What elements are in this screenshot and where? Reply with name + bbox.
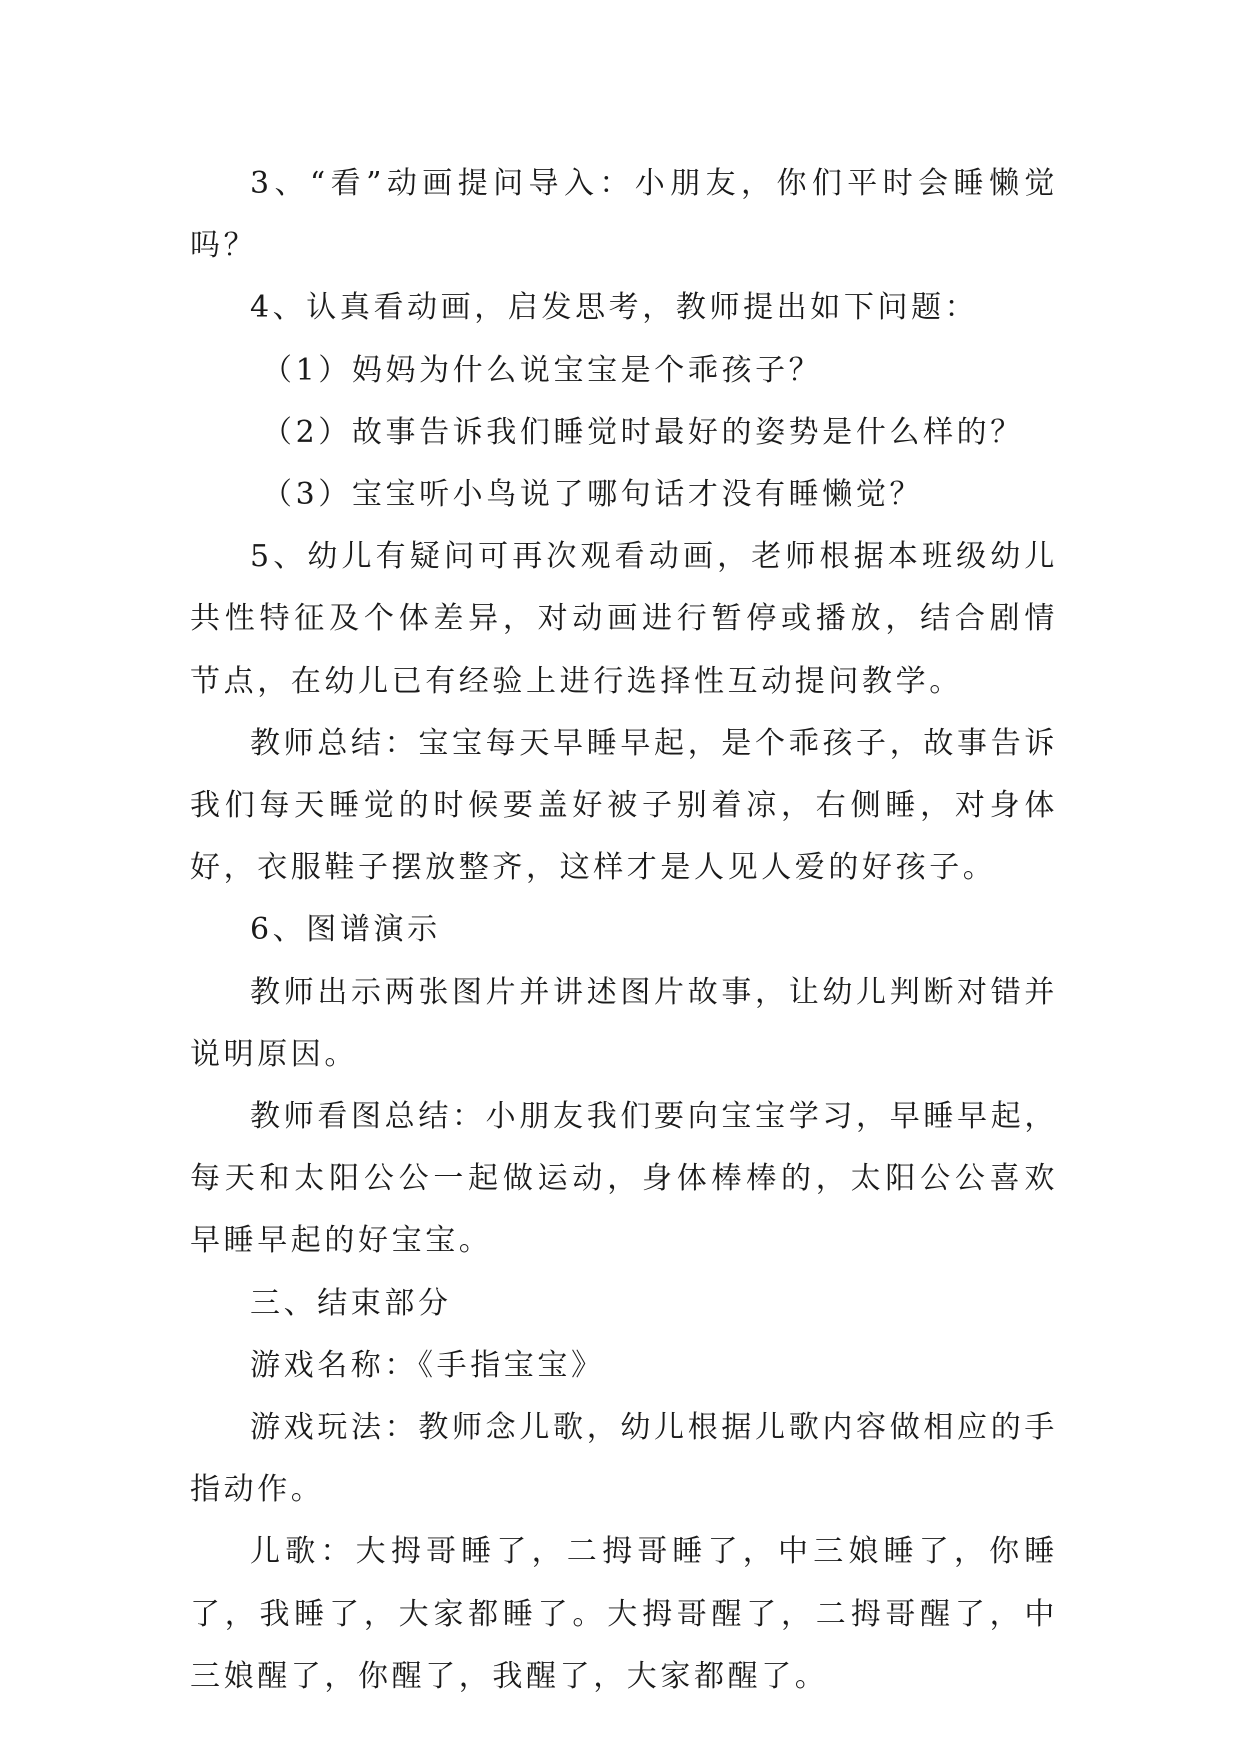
paragraph-step-3: 3、“看”动画提问导入：小朋友，你们平时会睡懒觉吗？ bbox=[190, 166, 1058, 264]
paragraph-step-5: 5、幼儿有疑问可再次观看动画，老师根据本班级幼儿共性特征及个体差异，对动画进行暂停或播放，结合剧情节点，在幼儿已有经验上进行选择性互动提问教学。 bbox=[190, 539, 1058, 699]
paragraph-step-6: 6、图谱演示 bbox=[250, 912, 441, 948]
paragraph-game-rules: 游戏玩法：教师念儿歌，幼儿根据儿歌内容做相应的手指动作。 bbox=[190, 1410, 1058, 1508]
question-1: （1）妈妈为什么说宝宝是个乖孩子？ bbox=[262, 352, 823, 388]
paragraph-step-4: 4、认真看动画，启发思考，教师提出如下问题： bbox=[250, 290, 979, 326]
paragraph-teacher-summary: 教师总结：宝宝每天早睡早起，是个乖孩子，故事告诉我们每天睡觉的时候要盖好被子别着凉，右侧睡，对身体好，衣服鞋子摆放整齐，这样才是人见人爱的好孩子。 bbox=[190, 725, 1058, 886]
section-heading-ending: 三、结束部分 bbox=[250, 1285, 452, 1321]
paragraph-nursery-rhyme: 儿歌：大拇哥睡了，二拇哥睡了，中三娘睡了，你睡了，我睡了，大家都睡了。大拇哥醒了，二拇哥醒了，中三娘醒了，你醒了，我醒了，大家都醒了。 bbox=[190, 1534, 1058, 1694]
question-2: （2）故事告诉我们睡觉时最好的姿势是什么样的？ bbox=[262, 414, 1024, 450]
paragraph-game-name: 游戏名称：《手指宝宝》 bbox=[250, 1347, 605, 1383]
question-3: （3）宝宝听小鸟说了哪句话才没有睡懒觉？ bbox=[262, 477, 924, 513]
paragraph-picture-story: 教师出示两张图片并讲述图片故事，让幼儿判断对错并说明原因。 bbox=[190, 974, 1058, 1072]
document-body bbox=[190, 153, 1058, 1708]
paragraph-picture-summary: 教师看图总结：小朋友我们要向宝宝学习，早睡早起，每天和太阳公公一起做运动，身体棒棒的，太阳公公喜欢早睡早起的好宝宝。 bbox=[190, 1099, 1058, 1259]
